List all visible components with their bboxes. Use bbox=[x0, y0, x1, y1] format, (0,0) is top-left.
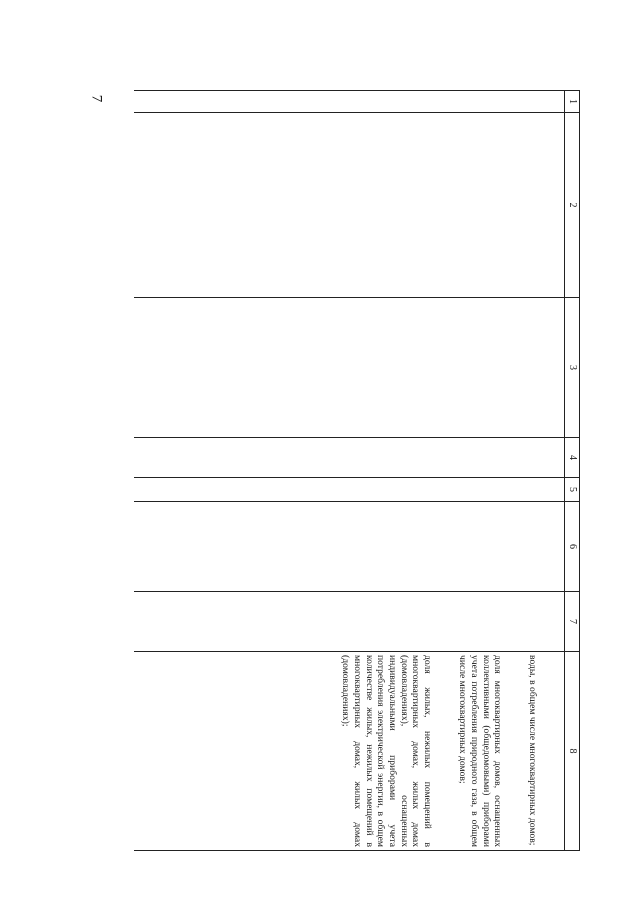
cell-col-3 bbox=[134, 298, 564, 438]
cell-col-8 bbox=[134, 652, 564, 851]
col-header-6: 6 bbox=[564, 502, 579, 592]
col-header-5: 5 bbox=[564, 478, 579, 502]
cell-col-6 bbox=[134, 502, 564, 592]
col-header-1: 1 bbox=[564, 91, 579, 113]
col-header-8: 8 bbox=[564, 652, 579, 851]
col8-line-1: доля многоквартирных домов, оснащенных коллективными (общедомовыми) приборами учета потребления природного газа, в общем числе многоквартирных домов; bbox=[457, 655, 504, 850]
col8-line-0: воды, в общем числе многоквартирных домов; bbox=[527, 655, 539, 846]
page-number: 7 bbox=[88, 94, 105, 103]
col-header-2: 2 bbox=[564, 113, 579, 298]
table-rotated bbox=[120, 90, 580, 850]
col-header-4: 4 bbox=[564, 438, 579, 478]
col8-line-2: доля жилых, нежилых помещений в многоквартирных домах, жилых домах (домовладениях), оснащенных индивидуальными приборами учета потребления электрической энергии, в общем количестве жилых, нежилых помещений в многоквартирных домах, жилых домах (домовладениях); bbox=[340, 655, 434, 850]
cell-col-2 bbox=[134, 113, 564, 298]
col-header-3: 3 bbox=[564, 298, 579, 438]
cell-col-1 bbox=[134, 91, 564, 113]
cell-col-4 bbox=[134, 438, 564, 478]
cell-col-7 bbox=[134, 592, 564, 652]
col-header-7: 7 bbox=[564, 592, 579, 652]
cell-col-5 bbox=[134, 478, 564, 502]
table-header-row bbox=[564, 91, 579, 851]
data-table bbox=[134, 90, 580, 851]
table-row bbox=[134, 91, 564, 851]
